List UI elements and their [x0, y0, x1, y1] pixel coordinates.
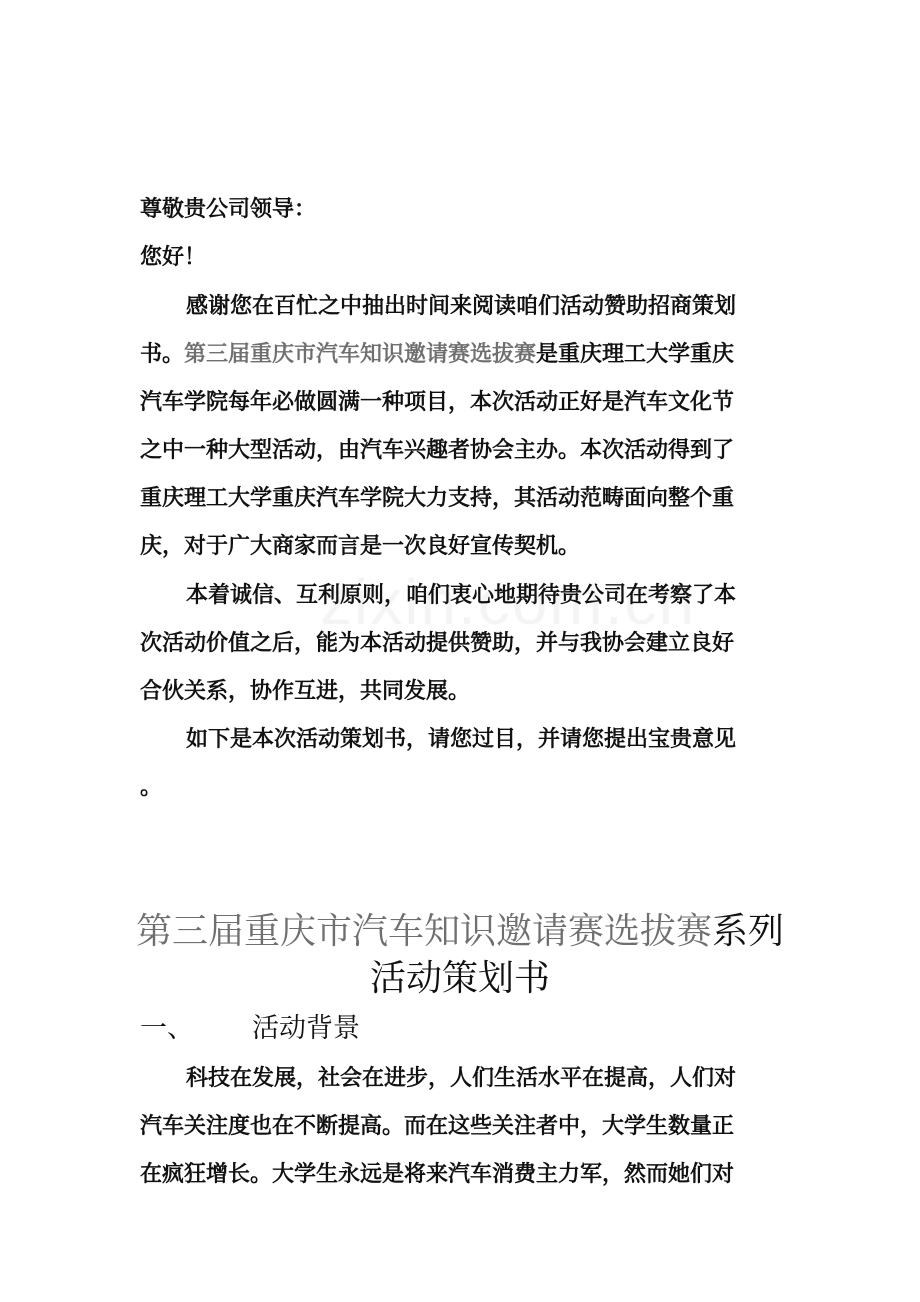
- document-title-line-2: 活动策划书: [369, 958, 550, 999]
- section-heading: 活动背景: [252, 1013, 360, 1044]
- paragraph-2-line-2: 次活动价值之后，能为本活动提供赞助，并与我协会建立良好: [140, 630, 735, 656]
- text-fragment: 是重庆理工大学重庆: [536, 341, 735, 367]
- title-suffix: 系列: [712, 911, 785, 952]
- section-1-line-3: 在疯狂增长。大学生永远是将来汽车消费主力军，然而她们对: [140, 1161, 735, 1187]
- event-name-highlight: 第三届重庆市汽车知识邀请赛选拔赛: [184, 341, 537, 367]
- section-1-line-1: 科技在发展，社会在进步，人们生活水平在提高，人们对: [186, 1065, 737, 1091]
- title-event-name: 第三届重庆市汽车知识邀请赛选拔赛: [135, 911, 712, 952]
- paragraph-3-line-1: 如下是本次活动策划书，请您过目，并请您提出宝贵意见: [186, 726, 737, 752]
- document-title-line-1: [100, 910, 820, 956]
- paragraph-1-line-6: 庆，对于广大商家而言是一次良好宣传契机。: [140, 533, 581, 559]
- text-fragment: 书。: [140, 341, 185, 367]
- section-1-line-2: 汽车关注度也在不断提高。而在这些关注者中，大学生数量正: [140, 1113, 735, 1139]
- paragraph-1-line-1: 感谢您在百忙之中抽出时间来阅读咱们活动赞助招商策划: [186, 293, 737, 319]
- paragraph-1-line-4: 之中一种大型活动，由汽车兴趣者协会主办。本次活动得到了: [140, 437, 735, 463]
- paragraph-2-line-1: 本着诚信、互利原则，咱们衷心地期待贵公司在考察了本: [186, 582, 737, 608]
- paragraph-2-line-3: 合伙关系，协作互进，共同发展。: [140, 678, 471, 704]
- paragraph-3-line-2: 。: [140, 774, 163, 800]
- greeting: 尊敬贵公司领导：: [140, 196, 317, 222]
- paragraph-1-line-5: 重庆理工大学重庆汽车学院大力支持，其活动范畴面向整个重: [140, 485, 735, 511]
- hello-line: 您好！: [140, 244, 207, 270]
- paragraph-1-line-3: 汽车学院每年必做圆满一种项目，本次活动正好是汽车文化节: [140, 389, 735, 415]
- paragraph-1-line-2: [140, 339, 780, 369]
- section-number: 一、: [140, 1013, 194, 1044]
